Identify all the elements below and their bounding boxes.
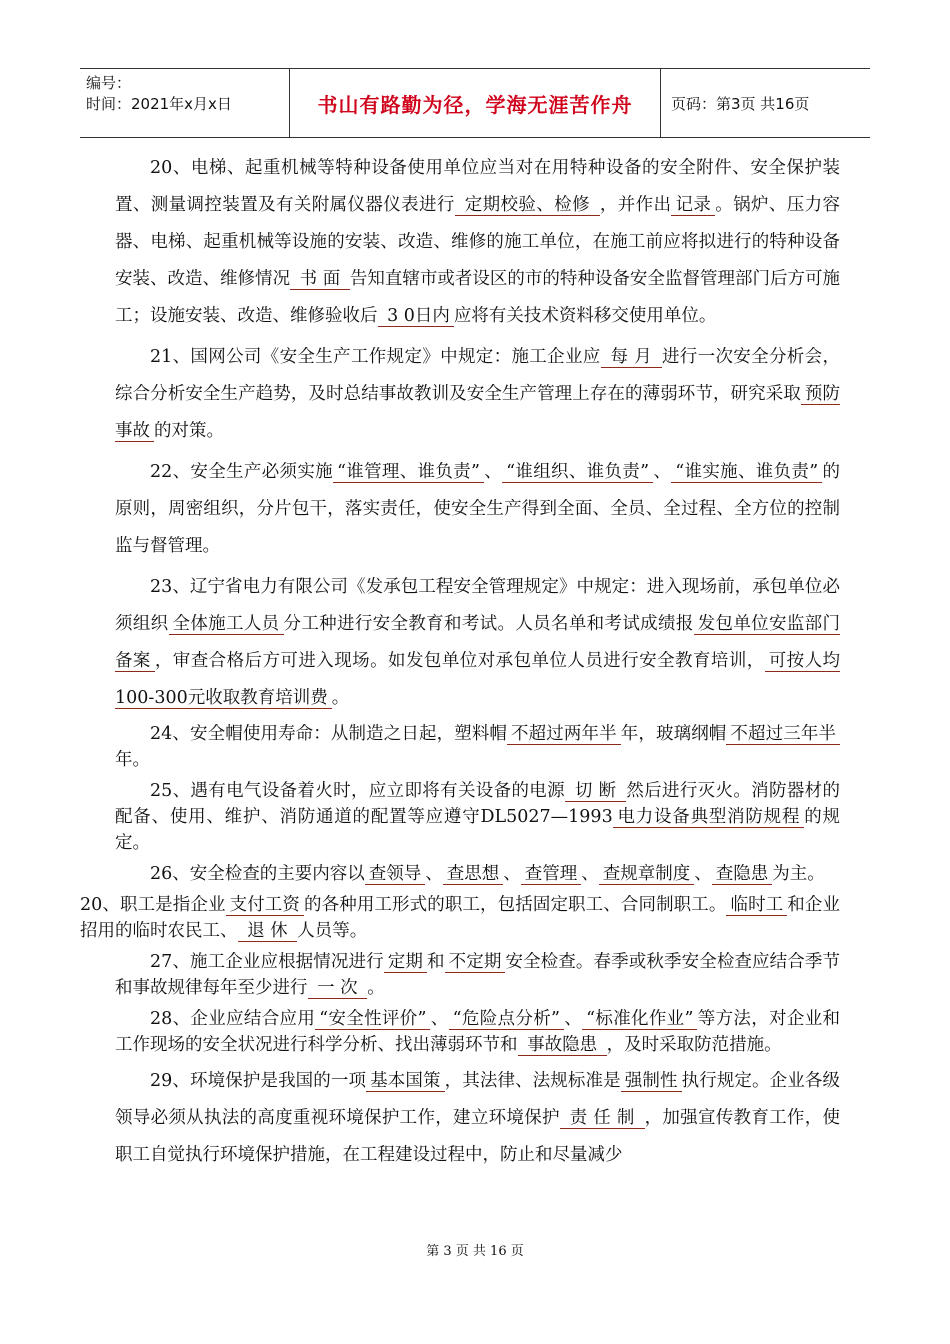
- header-slogan-cell: [290, 69, 661, 137]
- answer-blank: 发包单位安监部门备案: [115, 614, 841, 671]
- answer-blank: 不定期: [445, 952, 506, 973]
- answer-blank: 每 月: [601, 347, 662, 368]
- answer-blank: 一 次: [308, 978, 368, 999]
- answer-blank: 定期: [384, 952, 427, 973]
- question-text: 的规定。: [115, 807, 840, 853]
- question-text: 20、电梯、起重机械等特种设备使用单位应当对在用特种设备的安全附件、安全保护装置、测量调控装置及有关附属仪器仪表进行: [115, 158, 840, 215]
- question-text: 、: [483, 462, 503, 482]
- answer-blank: 退 休: [238, 921, 298, 942]
- question-text: 27、施工企业应根据情况进行: [150, 952, 384, 972]
- answer-blank: “谁组织、谁负责”: [502, 462, 653, 483]
- question-text: 、: [430, 1009, 449, 1029]
- question-text: 和企业招用的临时农民工、: [80, 895, 841, 941]
- question-text: ，及时采取防范措施。: [606, 1035, 782, 1055]
- answer-blank: “谁管理、谁负责”: [333, 462, 484, 483]
- answer-blank: 强制性: [621, 1071, 682, 1092]
- question-text: 应将有关技术资料移交使用单位。: [453, 306, 717, 326]
- question-text: 告知直辖市或者设区的市的特种设备安全监督管理部门后方可施工；设施安装、改造、维修验收后: [115, 269, 841, 326]
- answer-blank: 记录: [671, 195, 715, 216]
- question-text: ，并作出: [599, 195, 672, 215]
- question-text: 和: [426, 952, 445, 972]
- question-text: 23、辽宁省电力有限公司《发承包工程安全管理规定》中规定：进入现场前，承包单位必须组织: [115, 577, 840, 634]
- answer-blank: 不超过两年半: [507, 724, 621, 745]
- header-meta: [80, 69, 290, 137]
- question-text: 、: [581, 864, 599, 884]
- question-text: 29、环境保护是我国的一项: [150, 1071, 367, 1091]
- question-text: 24、安全帽使用寿命：从制造之日起，塑料帽: [150, 724, 508, 744]
- question-text: 20、职工是指企业: [80, 895, 226, 915]
- page-footer: 第 3 页 共 16 页: [426, 1244, 524, 1259]
- question-text: 、: [653, 462, 672, 482]
- question-text: 。: [331, 688, 350, 708]
- question-text: 分工种进行安全教育和考试。人员名单和考试成绩报: [283, 614, 694, 634]
- question-text: 进行一次安全分析会，综合分析安全生产趋势，及时总结事故教训及安全生产管理上存在的薄弱环节，研究采取: [115, 347, 840, 404]
- question-text: 26、安全检查的主要内容以: [150, 864, 365, 884]
- question-paragraph: [115, 1063, 840, 1174]
- question-text: 等方法，对企业和工作现场的安全状况进行科学分析、找出薄弱环节和: [115, 1009, 841, 1055]
- question-text: 的各种用工形式的职工，包括固定职工、合同制职工。: [304, 895, 727, 915]
- question-text: 年。: [115, 750, 150, 770]
- answer-blank: 临时工: [726, 895, 787, 916]
- question-text: 28、企业应结合应用: [150, 1009, 316, 1029]
- answer-blank: 预防事故: [115, 384, 841, 441]
- answer-blank: “谁实施、谁负责”: [671, 462, 822, 483]
- question-paragraph: [115, 949, 840, 1001]
- question-text: ，加强宣传教育工作，使职工自觉执行环境保护措施，在工程建设过程中，防止和尽量减少: [115, 1108, 840, 1165]
- question-text: 年，玻璃纲帽: [620, 724, 727, 744]
- question-paragraph: [80, 892, 840, 944]
- question-text: 人员等。: [297, 921, 368, 941]
- answer-blank: 可按人均100-300元收取教育培训费: [115, 651, 841, 708]
- answer-blank: “危险点分析”: [449, 1009, 564, 1030]
- answer-blank: 电力设备典型消防规程: [613, 807, 805, 828]
- question-paragraph: [115, 339, 840, 450]
- question-text: 21、国网公司《安全生产工作规定》中规定：施工企业应: [150, 347, 601, 367]
- question-text: 、: [425, 864, 443, 884]
- document-body: [80, 150, 841, 1178]
- question-paragraph: [115, 861, 840, 887]
- answer-blank: 查思想: [443, 864, 504, 885]
- header-slogan: 书山有路勤为径，学海无涯苦作舟: [317, 92, 633, 117]
- question-text: 。: [367, 978, 385, 998]
- answer-blank: 事故隐患: [518, 1035, 607, 1056]
- question-text: 22、安全生产必须实施: [150, 462, 333, 482]
- answer-blank: “安全性评价”: [315, 1009, 430, 1030]
- question-text: 执行规定。企业各级领导必须从执法的高度重视环境保护工作，建立环境保护: [115, 1071, 841, 1128]
- question-text: 的原则，周密组织，分片包干，落实责任，使安全生产得到全面、全员、全过程、全方位的控制监与督管理。: [115, 462, 841, 556]
- document-date: 时间：2021年x月x日: [86, 95, 232, 113]
- answer-blank: 查隐患: [712, 864, 773, 885]
- question-text: 25、遇有电气设备着火时，应立即将有关设备的电源: [150, 781, 565, 801]
- answer-blank: 支付工资: [226, 895, 304, 916]
- question-text: ，审查合格后方可进入现场。如发包单位对承包单位人员进行安全教育培训，: [154, 651, 765, 671]
- answer-blank: 书 面: [290, 269, 350, 290]
- answer-blank: 全体施工人员: [169, 614, 284, 635]
- question-paragraph: [115, 454, 840, 565]
- page-header: [80, 68, 870, 138]
- answer-blank: 3 0日内: [378, 306, 454, 327]
- question-text: 为主。: [772, 864, 825, 884]
- answer-blank: 定期校验、检修: [455, 195, 600, 216]
- answer-blank: 责 任 制: [560, 1108, 645, 1129]
- answer-blank: 查领导: [365, 864, 426, 885]
- question-text: 的对策。: [154, 421, 224, 441]
- question-text: 、: [694, 864, 712, 884]
- answer-blank: 不超过三年半: [726, 724, 840, 745]
- question-paragraph: [115, 721, 840, 773]
- header-page-number: 页码：第3页 共16页: [671, 94, 810, 113]
- answer-blank: 基本国策: [366, 1071, 444, 1092]
- question-text: 。锅炉、压力容器、电梯、起重机械等设施的安装、改造、维修的施工单位，在施工前应将拟进行的特种设备安装、改造、维修情况: [115, 195, 841, 289]
- question-paragraph: [115, 1006, 840, 1058]
- answer-blank: 查规章制度: [599, 864, 695, 885]
- answer-blank: 切 断: [565, 781, 626, 802]
- question-paragraph: [115, 150, 840, 335]
- answer-blank: 查管理: [521, 864, 582, 885]
- question-text: ，其法律、法规标准是: [444, 1071, 621, 1091]
- answer-blank: “标准化作业”: [582, 1009, 697, 1030]
- question-text: 然后进行灭火。消防器材的配备、使用、维护、消防通道的配置等应遵守DL5027—1993: [115, 781, 840, 827]
- question-text: 安全检查。春季或秋季安全检查应结合季节和事故规律每年至少进行: [115, 952, 841, 998]
- question-paragraph: [115, 569, 840, 717]
- question-text: 、: [503, 864, 521, 884]
- question-paragraph: [115, 778, 840, 856]
- question-text: 、: [563, 1009, 583, 1029]
- document-number: 编号：: [86, 74, 132, 92]
